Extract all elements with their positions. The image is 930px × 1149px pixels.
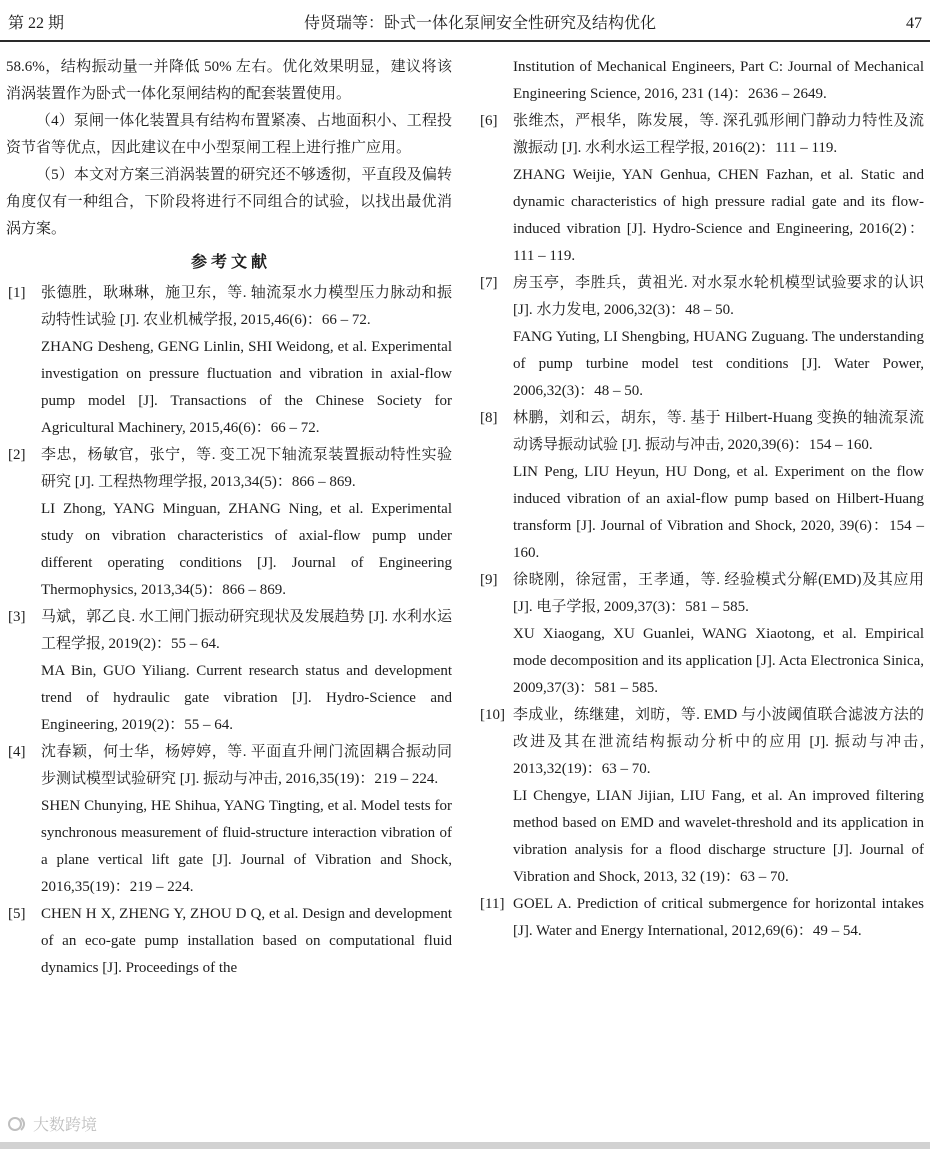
- reference-text-cn: 徐晓刚，徐冠雷，王孝通，等. 经验模式分解(EMD)及其应用 [J]. 电子学报, 2009,37(3)：581 – 585.: [513, 572, 924, 615]
- reference-text-cn: 沈春颖，何士华，杨婷婷，等. 平面直升闸门流固耦合振动同步测试模型试验研究 [J]. 振动与冲击, 2016,35(19)：219 – 224.: [41, 744, 452, 787]
- reference-text-cn: 马斌，郭乙良. 水工闸门振动研究现状及发展趋势 [J]. 水利水运工程学报, 2019(2)：55 – 64.: [41, 609, 452, 652]
- references-list-right: [478, 108, 924, 945]
- reference-number: [5]: [8, 906, 26, 922]
- watermark: [8, 1112, 97, 1135]
- reference-number: [9]: [480, 572, 498, 588]
- running-head: [0, 0, 930, 42]
- reference-item: [478, 108, 924, 270]
- reference-number: [10]: [480, 707, 505, 723]
- reference-number: [3]: [8, 609, 26, 625]
- reference-text-en: LI Zhong, YANG Minguan, ZHANG Ning, et al. Experimental study on vibration characteristics of axial-flow pump under different operating conditions [J]. Journal of Engineering Thermophysics, 2013,34(5)：866 – 869.: [41, 501, 452, 598]
- reference-text-cn: 张德胜，耿琳琳，施卫东，等. 轴流泵水力模型压力脉动和振动特性试验 [J]. 农业机械学报, 2015,46(6)：66 – 72.: [41, 285, 452, 328]
- reference-item: [6, 280, 452, 442]
- reference-text-en: SHEN Chunying, HE Shihua, YANG Tingting, et al. Model tests for synchronous measurement of fluid-structure interaction vibration of a plane vertical lift gate [J]. Journal of Vibration and Shock, 2016,35(19)：219 – 224.: [41, 798, 452, 895]
- reference-item: [6, 739, 452, 901]
- reference-continuation: Institution of Mechanical Engineers, Part C: Journal of Mechanical Engineering Science, 2016, 231 (14)：2636 – 2649.: [513, 59, 924, 102]
- reference-number: [2]: [8, 447, 26, 463]
- right-column: [478, 54, 924, 982]
- body-paragraph: （4）泵闸一体化装置具有结构布置紧凑、占地面积小、工程投资节省等优点，因此建议在中小型泵闸工程上进行推广应用。: [6, 113, 452, 156]
- reference-text-en: LI Chengye, LIAN Jijian, LIU Fang, et al. An improved filtering method based on EMD and wavelet-threshold and its application in vibration analysis for a flood discharge structure [J]. Journal of Vibration and Shock, 2013, 32 (19)：63 – 70.: [513, 788, 924, 885]
- page-number: 47: [906, 15, 922, 32]
- watermark-logo-icon: [8, 1115, 28, 1133]
- reference-text-cn: 张维杰，严根华，陈发展，等. 深孔弧形闸门静动力特性及流激振动 [J]. 水利水运工程学报, 2016(2)：111 – 119.: [513, 113, 924, 156]
- reference-text-cn: 林鹏，刘和云，胡东，等. 基于 Hilbert-Huang 变换的轴流泵流动诱导振动试验 [J]. 振动与冲击, 2020,39(6)：154 – 160.: [513, 410, 924, 453]
- reference-item: [478, 270, 924, 405]
- body-paragraph: 58.6%，结构振动量一并降低 50% 左右。优化效果明显，建议将该消涡装置作为卧式一体化泵闸结构的配套装置使用。: [6, 59, 452, 102]
- article-title: 侍贤瑞等：卧式一体化泵闸安全性研究及结构优化: [303, 15, 656, 32]
- reference-text-cn: 李成业，练继建，刘昉，等. EMD 与小波阈值联合滤波方法的改进及其在泄流结构振动分析中的应用 [J]. 振动与冲击, 2013,32(19)：63 – 70.: [513, 707, 924, 777]
- page-bottom-edge: [0, 1142, 930, 1149]
- reference-text-en: MA Bin, GUO Yiliang. Current research status and development trend of hydraulic gate vibration [J]. Hydro-Science and Engineering, 2019(2)：55 – 64.: [41, 663, 452, 733]
- reference-item: [478, 702, 924, 891]
- reference-text-en: ZHANG Desheng, GENG Linlin, SHI Weidong, et al. Experimental investigation on pressure fluctuation and vibration in axial-flow pump model [J]. Transactions of the Chinese Society for Agricultural Machinery, 2015,46(6)：66 – 72.: [41, 339, 452, 436]
- reference-number: [1]: [8, 285, 26, 301]
- references-list-left: [6, 280, 452, 982]
- reference-item: [6, 604, 452, 739]
- left-column: [6, 54, 452, 982]
- references-heading: 参 考 文 献: [190, 254, 267, 271]
- reference-number: [6]: [480, 113, 498, 129]
- conclusion-paragraphs: [6, 54, 452, 243]
- reference-item: [6, 442, 452, 604]
- reference-item: [478, 567, 924, 702]
- watermark-text: 大数跨境: [33, 1117, 98, 1134]
- reference-number: [8]: [480, 410, 498, 426]
- reference-text-en: CHEN H X, ZHENG Y, ZHOU D Q, et al. Design and development of an eco-gate pump installation based on computational fluid dynamics [J]. Proceedings of the: [41, 906, 452, 976]
- reference-number: [7]: [480, 275, 498, 291]
- reference-text-cn: 李忠，杨敏官，张宁，等. 变工况下轴流泵装置振动特性实验研究 [J]. 工程热物理学报, 2013,34(5)：866 – 869.: [41, 447, 452, 490]
- reference-item: [478, 405, 924, 567]
- reference-text-en: ZHANG Weijie, YAN Genhua, CHEN Fazhan, et al. Static and dynamic characteristics of high pressure radial gate and its flow-induced vibration [J]. Hydro-Science and Engineering, 2016(2)：111 – 119.: [513, 167, 924, 264]
- reference-number: [11]: [480, 896, 505, 912]
- reference-item: [6, 901, 452, 982]
- reference-text-en: LIN Peng, LIU Heyun, HU Dong, et al. Experiment on the flow induced vibration of an axial-flow pump based on Hilbert-Huang transform [J]. Journal of Vibration and Shock, 2020, 39(6)：154 – 160.: [513, 464, 924, 561]
- reference-text-cn: 房玉亭，李胜兵，黄祖光. 对水泵水轮机模型试验要求的认识 [J]. 水力发电, 2006,32(3)：48 – 50.: [513, 275, 924, 318]
- reference-item: [478, 891, 924, 945]
- issue-number: 第 22 期: [8, 15, 65, 32]
- body-paragraph: （5）本文对方案三消涡装置的研究还不够透彻，平直段及偏转角度仅有一种组合，下阶段将进行不同组合的试验，以找出最优消涡方案。: [6, 167, 452, 237]
- reference-text-en: FANG Yuting, LI Shengbing, HUANG Zuguang. The understanding of pump turbine model test conditions [J]. Water Power, 2006,32(3)：48 – 50.: [513, 329, 924, 399]
- page-body: [0, 42, 930, 982]
- reference-number: [4]: [8, 744, 26, 760]
- reference-text-en: GOEL A. Prediction of critical submergence for horizontal intakes [J]. Water and Energy International, 2012,69(6)：49 – 54.: [513, 896, 924, 939]
- reference-text-en: XU Xiaogang, XU Guanlei, WANG Xiaotong, et al. Empirical mode decomposition and its application [J]. Acta Electronica Sinica, 2009,37(3)：581 – 585.: [513, 626, 924, 696]
